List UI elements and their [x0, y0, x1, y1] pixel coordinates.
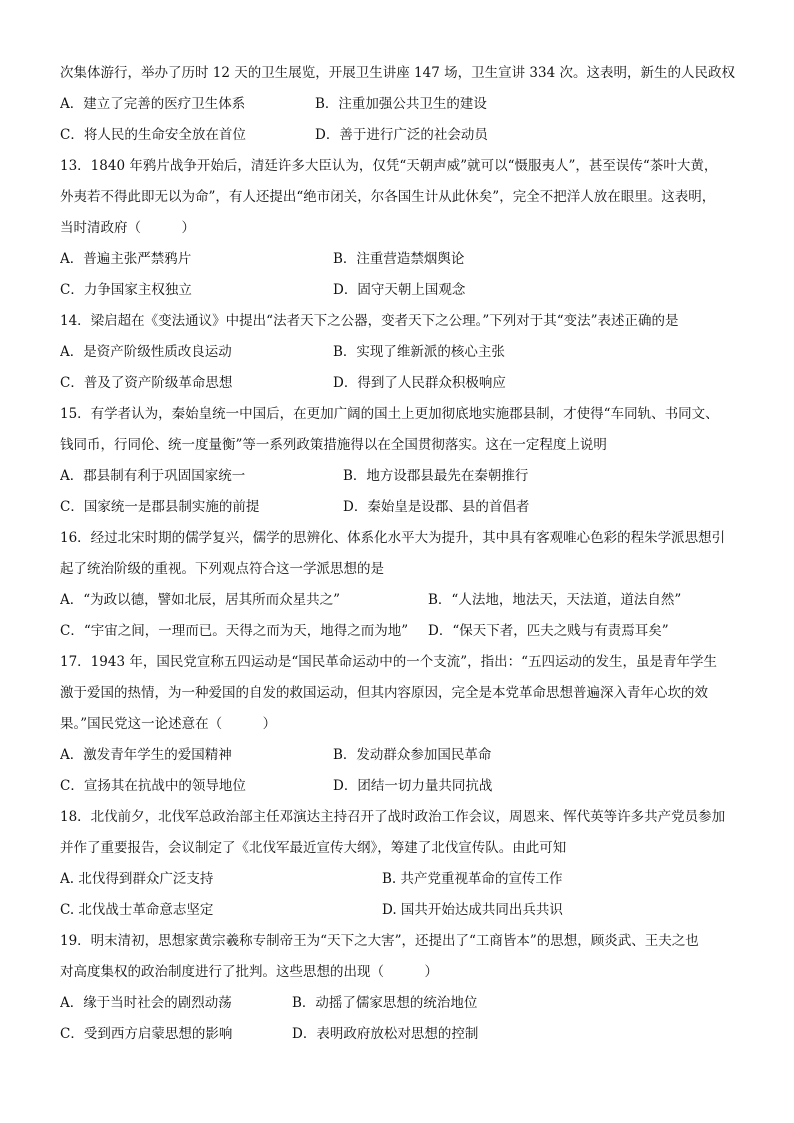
question-14-options-row-2	[60, 368, 750, 399]
question-19-options-row-1	[60, 988, 750, 1019]
question-19-stem-line-2: 对高度集权的政治制度进行了批判。这些思想的出现（ ）	[60, 964, 438, 980]
question-13-option-d: D．固守天朝上国观念	[333, 282, 466, 298]
question-17-options-row-2	[60, 771, 750, 802]
question-18-option-b: B. 共产党重视革命的宣传工作	[382, 871, 563, 887]
question-16-option-b: B．“人法地，地法天，天法道，道法自然”	[428, 592, 682, 608]
question-15-option-b: B．地方设郡县最先在秦朝推行	[343, 468, 529, 484]
question-18-option-a: A. 北伐得到群众广泛支持	[60, 871, 214, 887]
question-15-stem-line-1: 15．有学者认为，秦始皇统一中国后，在更加广阔的国土上更加彻底地实施郡县制，才使得“车同轨、书同文、	[60, 406, 719, 422]
question-13-stem-line-1: 13．1840 年鸦片战争开始后，清廷许多大臣认为，仅凭“天朝声威”就可以“慑服夷人”，甚至误传“茶叶大黄，	[60, 158, 718, 174]
question-15-option-d: D．秦始皇是设郡、县的首倡者	[343, 499, 530, 515]
question-12-options-row-2	[60, 120, 750, 151]
question-18-options-row-1	[60, 864, 750, 895]
question-13-options-row-2	[60, 275, 750, 306]
question-13-option-c: C．力争国家主权独立	[60, 282, 192, 298]
question-12-option-a: A．建立了完善的医疗卫生体系	[60, 96, 246, 112]
question-15-stem-line-2: 钱同币，行同伦、统一度量衡”等一系列政策措施得以在全国贯彻落实。这在一定程度上说明	[60, 437, 607, 453]
question-17-option-a: A．激发青年学生的爱国精神	[60, 747, 232, 763]
question-16-options-row-2	[60, 616, 750, 647]
question-16-options-row-1	[60, 585, 750, 616]
question-15-options-row-2	[60, 492, 750, 523]
question-19-stem-line-1: 19．明末清初，思想家黄宗羲称专制帝王为“天下之大害”，还提出了“工商皆本”的思想，顾炎武、王夫之也	[60, 933, 699, 949]
question-19-options-row-2	[60, 1019, 750, 1050]
question-16-option-a: A．“为政以德，譬如北辰，居其所而众星共之”	[60, 592, 341, 608]
question-16-option-c: C．“宇宙之间，一理而已。天得之而为天，地得之而为地”	[60, 623, 409, 639]
question-13-options-row-1	[60, 244, 750, 275]
question-15-option-c: C．国家统一是郡县制实施的前提	[60, 499, 260, 515]
question-18-options-row-2	[60, 895, 750, 926]
question-19-option-a: A．缘于当时社会的剧烈动荡	[60, 995, 232, 1011]
question-18-option-d: D. 国共开始达成共同出兵共识	[382, 902, 563, 918]
question-17-options-row-1	[60, 740, 750, 771]
question-12-options-row-1	[60, 89, 750, 120]
question-13-stem-line-3: 当时清政府（ ）	[60, 220, 195, 236]
question-15-option-a: A．郡县制有利于巩固国家统一	[60, 468, 246, 484]
question-13-option-b: B．注重营造禁烟舆论	[333, 251, 465, 267]
question-19-option-b: B．动摇了儒家思想的统治地位	[292, 995, 478, 1011]
question-17-option-c: C．宣扬其在抗战中的领导地位	[60, 778, 246, 794]
question-13-stem-line-2: 外夷若不得此即无以为命”，有人还提出“绝市闭关，尔各国生计从此休矣”，完全不把洋人放在眼里。这表明，	[60, 189, 716, 205]
question-14-option-c: C．普及了资产阶级革命思想	[60, 375, 233, 391]
question-17-option-d: D．团结一切力量共同抗战	[333, 778, 493, 794]
question-14-stem-line-1: 14．梁启超在《变法通议》中提出“法者天下之公器，变者天下之公理。”下列对于其“变法”表述正确的是	[60, 313, 679, 329]
question-16-stem-line-1: 16．经过北宋时期的儒学复兴，儒学的思辨化、体系化水平大为提升，其中具有客观唯心色彩的程朱学派思想引	[60, 530, 726, 546]
question-14-option-b: B．实现了维新派的核心主张	[333, 344, 505, 360]
question-12-option-d: D．善于进行广泛的社会动员	[315, 127, 488, 143]
question-17-option-b: B．发动群众参加国民革命	[333, 747, 492, 763]
question-14-options-row-1	[60, 337, 750, 368]
question-16-stem-line-2: 起了统治阶级的重视。下列观点符合这一学派思想的是	[60, 561, 384, 577]
question-17-stem-line-1: 17．1943 年，国民党宣称五四运动是“国民革命运动中的一个支流”，指出：“五四运动的发生，虽是青年学生	[60, 654, 718, 670]
question-19-option-d: D．表明政府放松对思想的控制	[292, 1026, 479, 1042]
exam-page	[60, 58, 750, 1050]
question-17-stem-line-3: 果。”国民党这一论述意在（ ）	[60, 716, 277, 732]
question-18-stem-line-1: 18．北伐前夕，北伐军总政治部主任邓演达主持召开了战时政治工作会议，周恩来、恽代英等许多共产党员参加	[60, 809, 726, 825]
question-19-option-c: C．受到西方启蒙思想的影响	[60, 1026, 233, 1042]
question-16-option-d: D．“保天下者，匹夫之贱与有责焉耳矣”	[428, 623, 669, 639]
question-14-option-d: D．得到了人民群众积极响应	[333, 375, 506, 391]
question-17-stem-line-2: 激于爱国的热情，为一种爱国的自发的救国运动，但其内容原因，完全是本党革命思想普遍深入青年心坎的效	[60, 685, 708, 701]
question-12-stem-tail: 次集体游行，举办了历时 12 天的卫生展览，开展卫生讲座 147 场，卫生宣讲 334 次。这表明，新生的人民政权	[60, 65, 735, 81]
question-18-option-c: C. 北伐战士革命意志坚定	[60, 902, 214, 918]
question-12-option-b: B．注重加强公共卫生的建设	[315, 96, 487, 112]
question-12-option-c: C．将人民的生命安全放在首位	[60, 127, 246, 143]
question-13-option-a: A．普遍主张严禁鸦片	[60, 251, 192, 267]
question-15-options-row-1	[60, 461, 750, 492]
question-14-option-a: A．是资产阶级性质改良运动	[60, 344, 232, 360]
question-18-stem-line-2: 并作了重要报告，会议制定了《北伐军最近宣传大纲》，筹建了北伐宣传队。由此可知	[60, 840, 567, 856]
